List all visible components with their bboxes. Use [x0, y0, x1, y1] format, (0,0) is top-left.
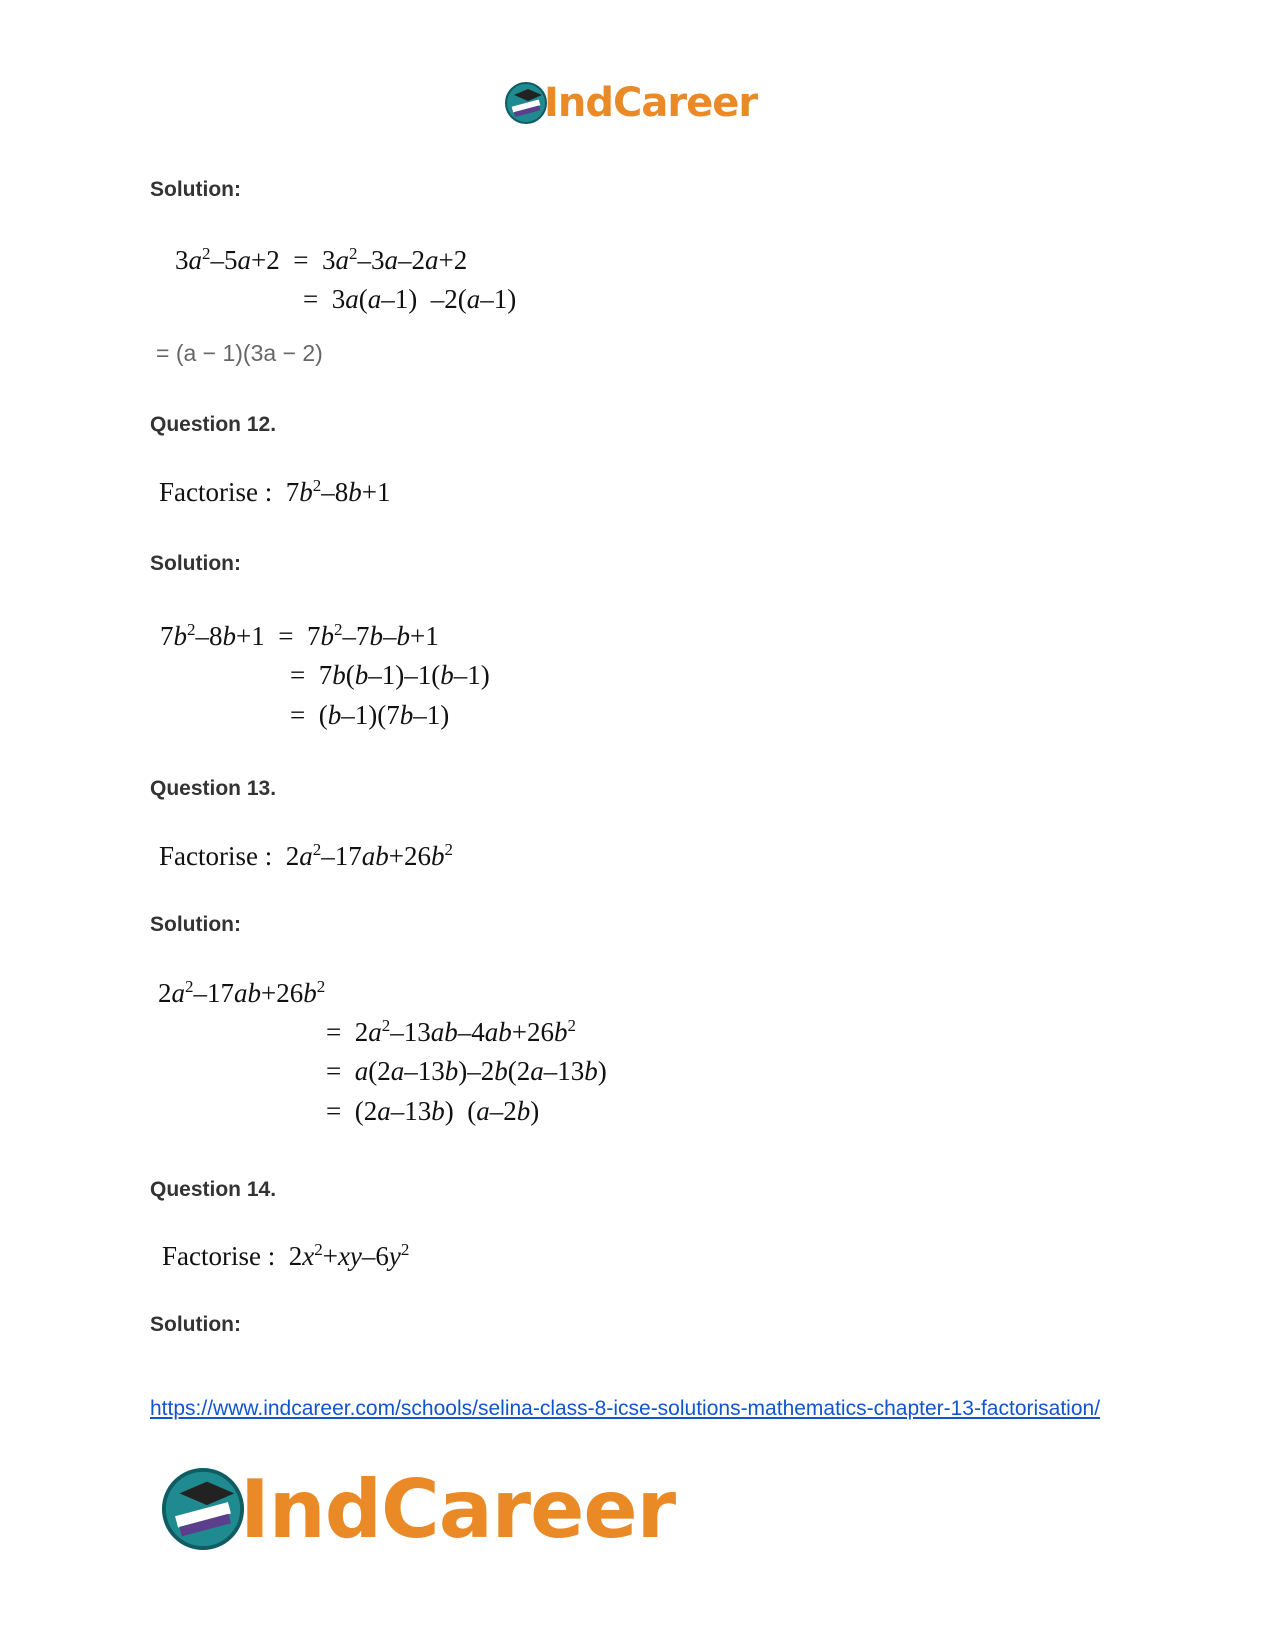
math-line: = 3a(a–1) –2(a–1) — [303, 284, 517, 314]
solution-heading: Solution: — [150, 178, 241, 201]
question-heading: Question 12. — [150, 413, 277, 436]
math-line: = (2a–13b) (a–2b) — [326, 1096, 540, 1126]
question-expression: Factorise : $2x^2+xy-6y^2$ — [162, 1240, 410, 1271]
footer-source-link[interactable]: https://www.indcareer.com/schools/selina-class-8-icse-solutions-mathematics-chapter-13-factorisation/ — [150, 1397, 1101, 1420]
logo-globe-icon — [160, 1466, 246, 1552]
math-line: $7b^2-8b+1 = 7b^2-7b-b+1$ — [160, 620, 439, 651]
math-line: = a(2a–13b)–2b(2a–13b) — [326, 1056, 607, 1086]
footer-logo — [160, 1460, 700, 1560]
math-line: = 7b(b–1)–1(b–1) — [290, 660, 490, 690]
question-heading: Question 13. — [150, 777, 277, 800]
logo-globe-icon — [504, 81, 548, 125]
question-heading: Question 14. — [150, 1178, 277, 1201]
factorise-label: Factorise : — [159, 841, 273, 871]
result-line: = (a − 1)(3a − 2) — [156, 340, 323, 366]
solution-heading: Solution: — [150, 913, 241, 936]
math-line: $2a^2-17ab+26b^2$ — [158, 977, 326, 1008]
factorise-label: Factorise : — [162, 1241, 276, 1271]
header-logo-text: IndCareer — [544, 80, 758, 126]
math-line: = (b–1)(7b–1) — [290, 700, 450, 730]
footer-logo-text: IndCareer — [240, 1463, 676, 1556]
solution-heading: Solution: — [150, 552, 241, 575]
factorise-label: Factorise : — [159, 477, 273, 507]
solution-heading: Solution: — [150, 1313, 241, 1336]
question-expression: Factorise : $7b^2-8b+1$ — [159, 476, 391, 507]
question-expression: Factorise : $2a^2-17ab+26b^2$ — [159, 840, 453, 871]
math-line: = $2a^2-13ab-4ab+26b^2$ — [326, 1016, 576, 1047]
header-logo — [504, 78, 784, 128]
math-line: $3a^2-5a+2 = 3a^2-3a-2a+2$ — [175, 244, 468, 275]
